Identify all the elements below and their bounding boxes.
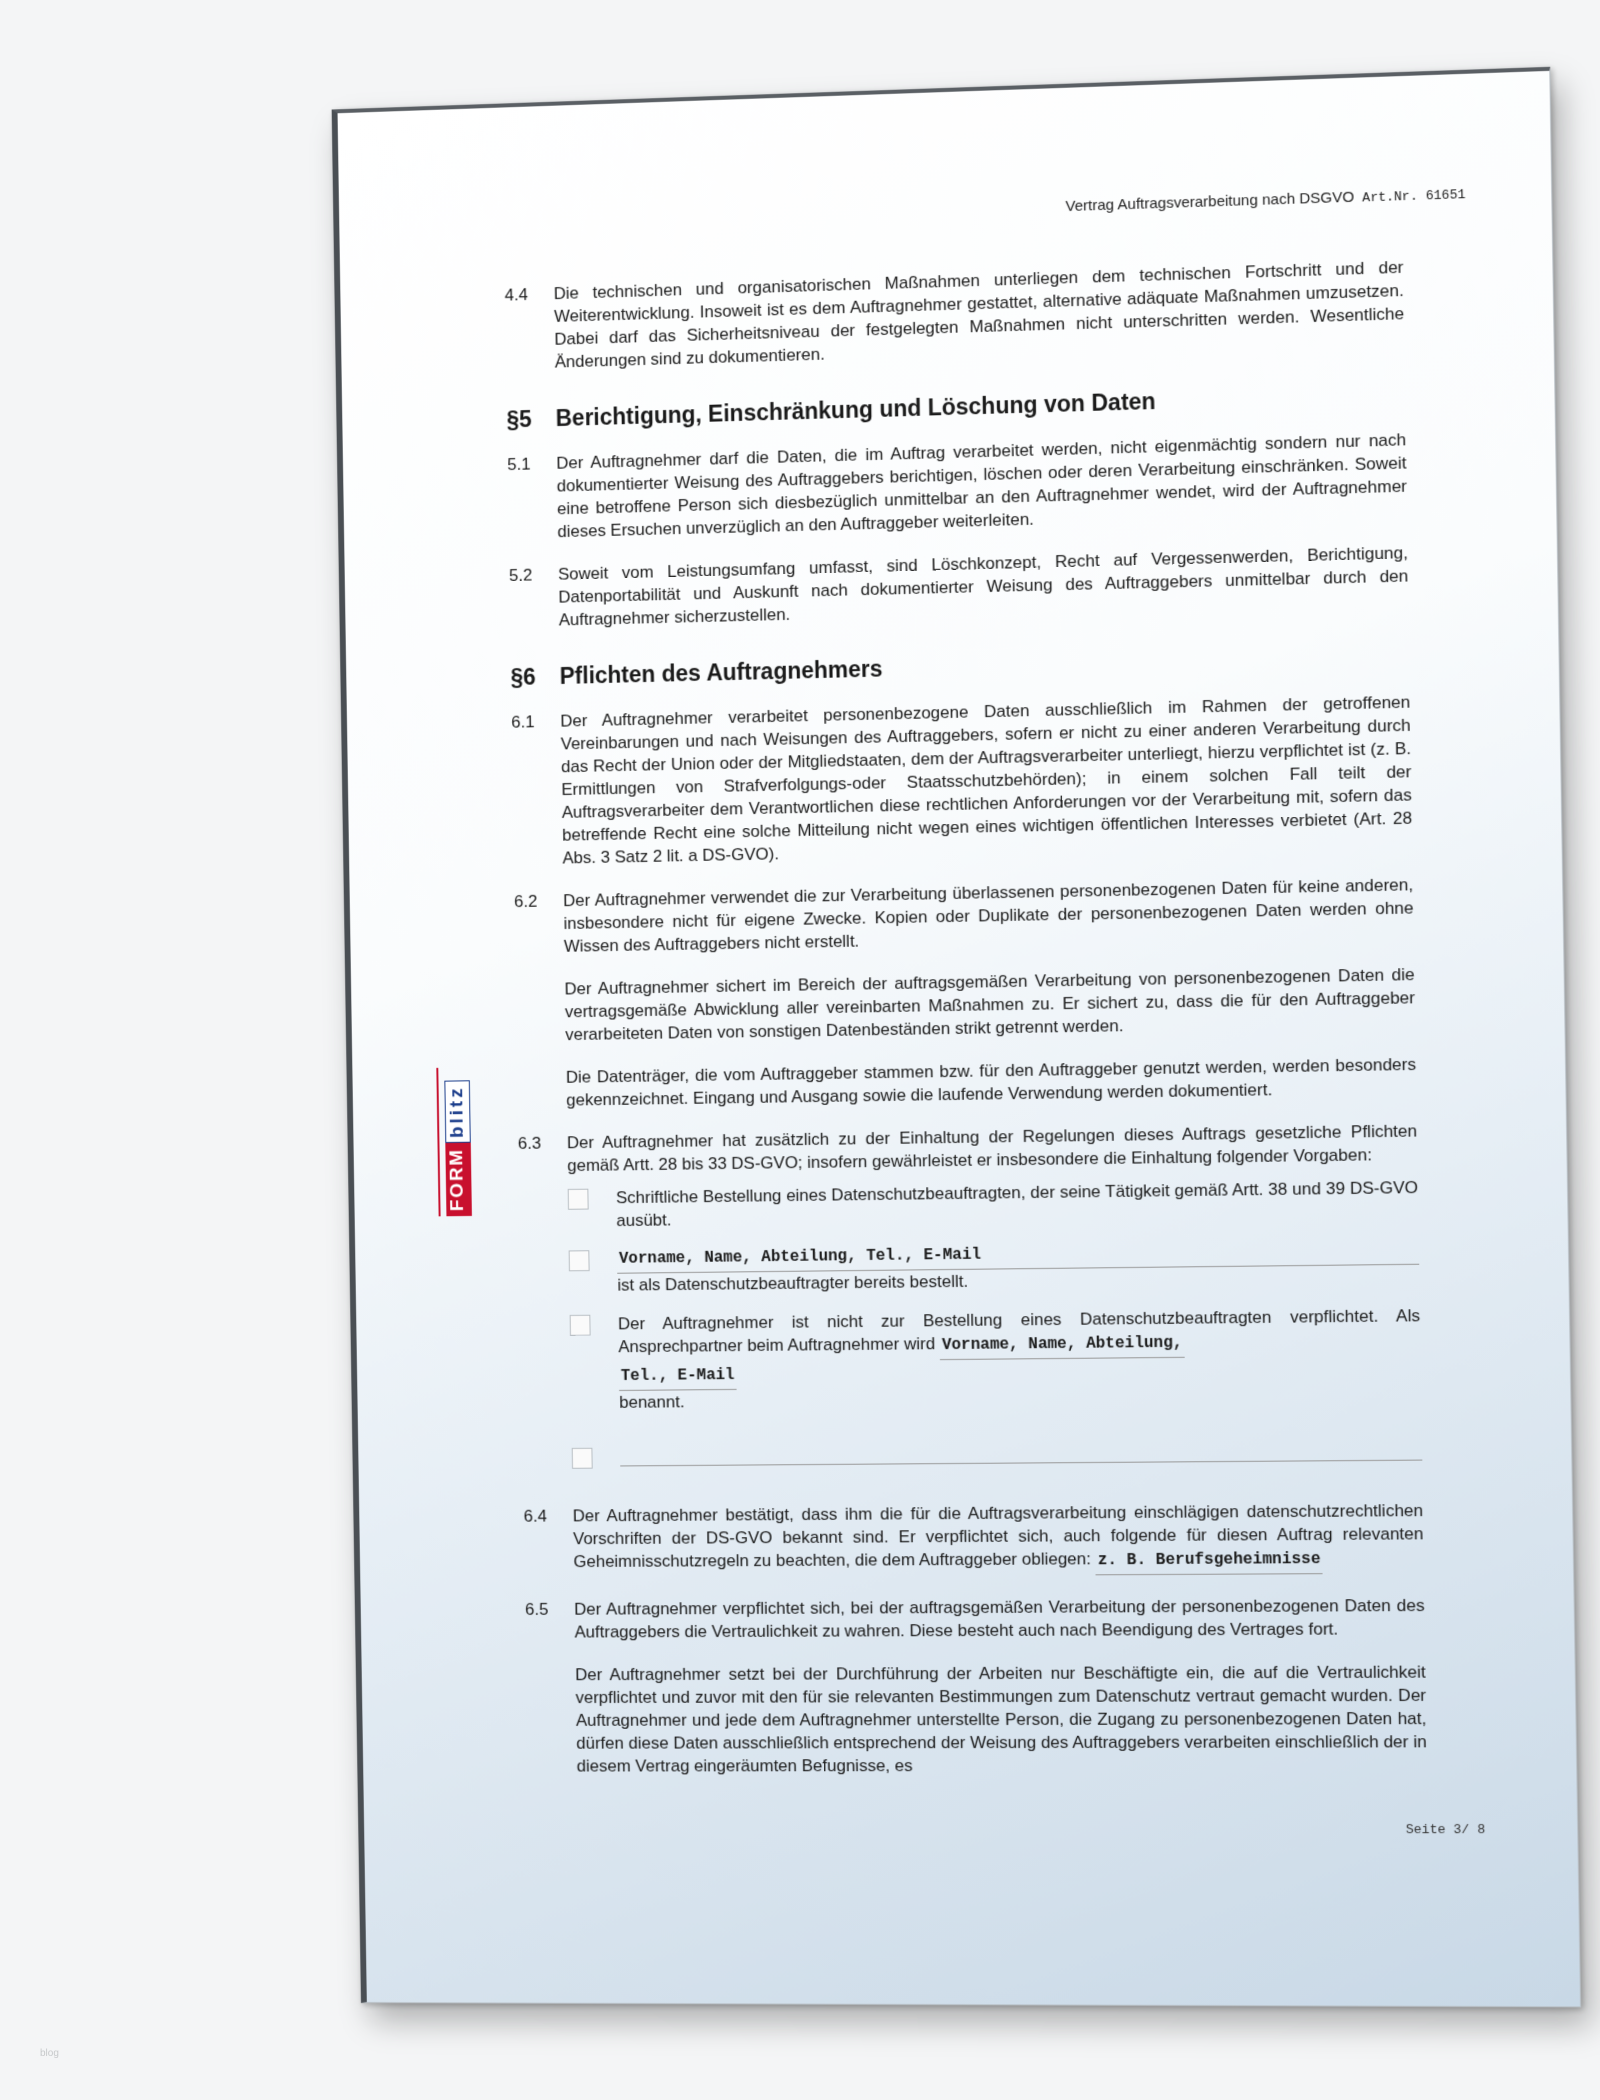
section-number: 6.3 bbox=[517, 1133, 542, 1153]
document-header bbox=[1065, 185, 1465, 215]
heading-6 bbox=[510, 645, 1409, 689]
section-6-5 bbox=[525, 1594, 1427, 1778]
logo-text bbox=[444, 1080, 472, 1216]
option-content bbox=[617, 1238, 1420, 1296]
paragraph: Der Auftragnehmer verwendet die zur Verarbeitung überlassenen personenbezogenen Daten für keine anderen, insbesondere nicht für eigene Zwecke. Kopien oder Duplikate der personenbezogenen Daten werden ohne Wissen des Auftraggebers nicht erstellt. bbox=[563, 875, 1414, 956]
page-number: Seite 3/ 8 bbox=[1405, 1822, 1486, 1838]
paragraph: Die Datenträger, die vom Auftraggeber stammen bzw. für den Auftraggeber genutzt werden, werden besonders gekennzeichnet. Eingang und Ausgang sowie die laufende Verwendung werden dokumentiert. bbox=[565, 1054, 1417, 1110]
option-content bbox=[620, 1433, 1423, 1466]
section-number: 4.4 bbox=[504, 285, 529, 305]
paragraph: Der Auftragnehmer sichert im Bereich der auftragsgemäßen Verarbeitung von personenbezogenen Daten die vertragsgemäße Abwicklung aller vereinbarten Maßnahmen zu. Er sichert zu, dass die für den Auftraggeber verarbeiteten Daten von sonstigen Datenbeständen strikt getrennt werden. bbox=[564, 964, 1416, 1045]
article-number: Art.Nr. 61651 bbox=[1362, 186, 1466, 206]
section-text: Die technischen und organisatorischen Maßnahmen unterliegen dem technischen Fortschritt und der Weiterentwicklung. Insoweit ist es dem Auftragnehmer gestattet, alternative adäquate Maßnahmen umzusetzen. Dabei darf das Sicherheitsniveau der festgelegten Maßnahmen nicht unterschritten werden. Wesentliche Änderungen sind zu dokumentieren. bbox=[553, 257, 1405, 372]
other-blank-field[interactable] bbox=[620, 1433, 1423, 1466]
contact-name-field[interactable]: Vorname, Name, Abteilung, bbox=[940, 1332, 1185, 1360]
section-6-3 bbox=[518, 1119, 1423, 1485]
document-page bbox=[332, 67, 1581, 2008]
section-body bbox=[567, 1119, 1423, 1484]
logo-line bbox=[436, 1068, 440, 1216]
section-text: Der Auftragnehmer verarbeitet personenbezogene Daten ausschließlich im Rahmen der getroffenen Vereinbarungen und nach Weisungen des Auftraggebers, sofern er nicht zu einer anderen Verarbeitung durch das Recht der Union oder der Mitgliedstaaten, dem der Auftragsverarbeiter unterliegt, hierzu verpflichtet ist (z. B. Ermittlungen von Strafverfolgungs-oder Staatsschutzbehörden); in einem solchen Fall teilt der Auftragsverarbeiter dem Verantwortlichen diese rechtlichen Anforderungen vor der Verarbeitung mit, sofern das betreffende Recht eine solche Mitteilung nicht wegen eines wichtigen öffentlichen Interesses verbietet (Art. 28 Abs. 3 Satz 2 lit. a DS-GVO). bbox=[560, 692, 1413, 868]
dpo-contact-field[interactable]: Vorname, Name, Abteilung, Tel., E-Mail bbox=[617, 1238, 1419, 1273]
option-label-end: benannt. bbox=[619, 1392, 685, 1412]
checkbox-contact-person[interactable] bbox=[570, 1315, 591, 1336]
option-label: Schriftliche Bestellung eines Datenschutzbeauftragten, der seine Tätigkeit gemäß Artt. 38 und 39 DS-GVO ausübt. bbox=[615, 1177, 1419, 1231]
heading-number: §6 bbox=[510, 663, 536, 691]
option-content bbox=[618, 1304, 1422, 1414]
section-number: 6.2 bbox=[513, 891, 538, 912]
section-6-2 bbox=[514, 873, 1417, 1112]
section-number: 6.4 bbox=[523, 1506, 548, 1526]
paragraph: Der Auftragnehmer hat zusätzlich zu der Einhaltung der Regelungen dieses Auftrags gesetzliche Pflichten gemäß Artt. 28 bis 33 DS-GVO; insofern gewährleistet er insbesondere die Einhaltung folgender Vorgaben: bbox=[566, 1121, 1418, 1176]
logo-blitz: blitz bbox=[444, 1080, 470, 1143]
heading-title: Berichtigung, Einschränkung und Löschung von Daten bbox=[555, 387, 1156, 432]
option-dpo-appointed bbox=[569, 1238, 1420, 1297]
document-content bbox=[504, 256, 1427, 1798]
checkbox-dpo-appointed[interactable] bbox=[569, 1250, 590, 1271]
paragraph: Der Auftragnehmer setzt bei der Durchführung der Arbeiten nur Beschäftigte ein, die auf die Vertraulichkeit verpflichtet und zuvor mit den für sie relevanten Bestimmungen zum Datenschutz vertraut gemacht wurden. Der Auftragnehmer und jede dem Auftragnehmer unterstellte Person, die Zugang zu personenbezogenen Daten hat, dürfen diese Daten ausschließlich entsprechend der Weisung des Auftraggebers verarbeiten einschließlich der in diesem Vertrag eingeräumten Befugnisse, es bbox=[575, 1662, 1427, 1776]
document-title: Vertrag Auftragsverarbeitung nach DSGVO bbox=[1065, 188, 1355, 216]
section-4-4 bbox=[504, 256, 1404, 375]
section-number: 6.1 bbox=[511, 712, 535, 732]
section-5-2 bbox=[509, 541, 1409, 632]
option-label: Der Auftragnehmer ist nicht zur Bestellung eines Datenschutzbeauftragten verpflichtet. Als Ansprechpartner beim Auftragnehmer wird bbox=[617, 1306, 1421, 1357]
option-dpo-written bbox=[568, 1176, 1419, 1233]
section-body bbox=[574, 1594, 1427, 1778]
paragraph: Der Auftragnehmer verpflichtet sich, bei der auftragsgemäßen Verarbeitung der personenbezogenen Daten des Auftraggebers die Vertraulichkeit zu wahren. Diese besteht auch nach Beendigung des Vertrages fort. bbox=[574, 1595, 1425, 1642]
section-text: Der Auftragnehmer bestätigt, dass ihm die für die Auftragsverarbeitung einschlägigen datenschutzrechtlichen Vorschriften der DS-GVO bekannt sind. Er verpflichtet sich, auch folgende für diesen Auftrag relevanten Geheimnisschutzregeln zu beachten, die dem Auftraggeber obliegen: bbox=[572, 1500, 1424, 1572]
option-other bbox=[572, 1433, 1423, 1468]
watermark: blog bbox=[40, 2048, 59, 2059]
heading-5 bbox=[506, 383, 1405, 432]
contact-email-field[interactable]: Tel., E-Mail bbox=[619, 1364, 737, 1391]
section-text: Der Auftragnehmer darf die Daten, die im Auftrag verarbeitet werden, nicht eigenmächtig sondern nur nach dokumentierter Weisung des Auftraggebers berichtigen, löschen oder deren Verarbeitung einschränken. Soweit eine betroffene Person sich diesbezüglich unmittelbar an den Auftragnehmer wendet, wird der Auftragnehmer dieses Ersuchen unverzüglich an den Auftraggeber weiterleiten. bbox=[556, 430, 1408, 542]
section-body bbox=[563, 873, 1417, 1111]
option-label: ist als Datenschutzbeauftragter bereits bestellt. bbox=[617, 1271, 969, 1295]
section-number: 6.5 bbox=[524, 1599, 549, 1619]
section-text: Soweit vom Leistungsumfang umfasst, sind Löschkonzept, Recht auf Vergessenwerden, Berichtigung, Datenportabilität und Auskunft nach dokumentierter Weisung des Auftraggebers unmittelbar durch den Auftragnehmer sicherzustellen. bbox=[557, 543, 1409, 630]
section-body bbox=[573, 1499, 1425, 1578]
section-6-1 bbox=[511, 690, 1413, 870]
section-number: 5.2 bbox=[508, 565, 533, 586]
formblitz-logo bbox=[409, 1067, 470, 1216]
heading-number: §5 bbox=[506, 405, 532, 433]
checkbox-other[interactable] bbox=[572, 1448, 593, 1469]
heading-title: Pflichten des Auftragnehmers bbox=[559, 655, 883, 689]
section-6-4 bbox=[523, 1499, 1424, 1578]
section-number: 5.1 bbox=[507, 454, 531, 475]
secrecy-rules-field[interactable]: z. B. Berufsgeheimnisse bbox=[1096, 1548, 1323, 1575]
checkbox-dpo-written[interactable] bbox=[568, 1189, 589, 1210]
option-contact-person bbox=[570, 1304, 1422, 1414]
section-5-1 bbox=[507, 428, 1407, 544]
logo-form: FORM bbox=[445, 1143, 472, 1217]
